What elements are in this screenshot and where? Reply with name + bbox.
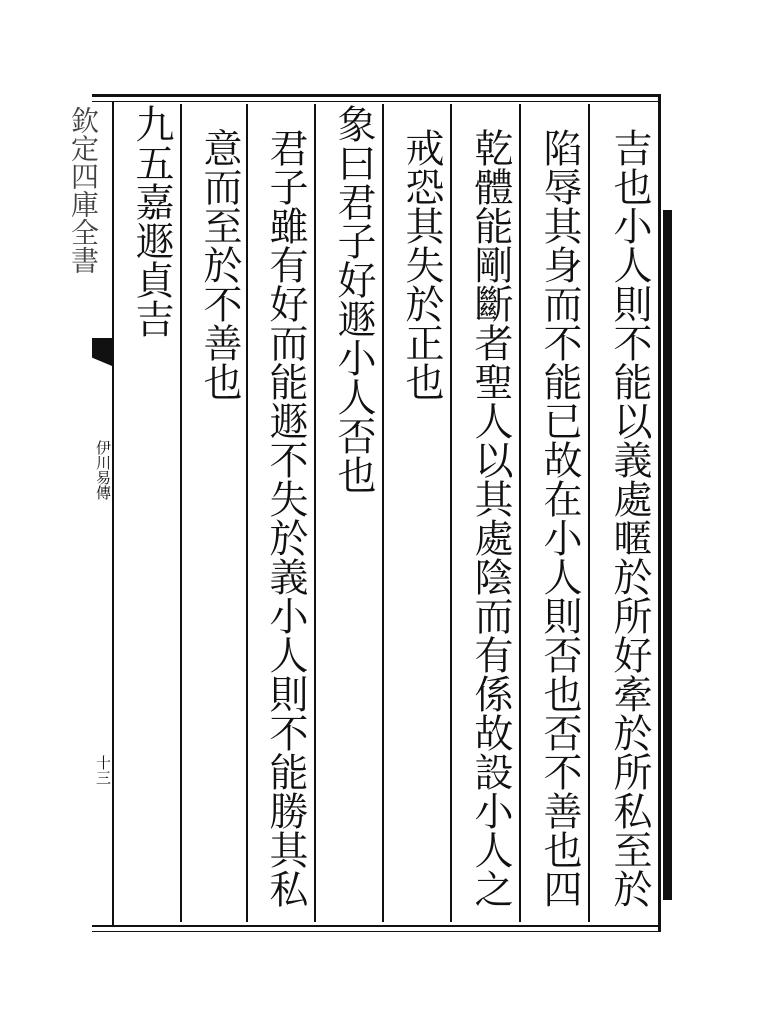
column-divider bbox=[382, 104, 384, 922]
text-column-3: 乾體能剛斷者聖人以其處陰而有係故設小人之 bbox=[468, 128, 513, 908]
text-column-4: 戒恐其失於正也 bbox=[399, 128, 444, 401]
right-border-line bbox=[658, 94, 661, 932]
margin-divider-line bbox=[112, 101, 114, 925]
column-divider bbox=[180, 104, 182, 922]
column-divider bbox=[314, 104, 316, 922]
column-divider bbox=[450, 104, 452, 922]
margin-header-title: 欽定四庫全書 bbox=[67, 106, 100, 274]
column-divider bbox=[519, 104, 521, 922]
top-inner-rule bbox=[92, 101, 658, 102]
margin-book-title: 伊川易傳 bbox=[94, 440, 112, 500]
text-column-8: 九五嘉遯貞吉 bbox=[129, 104, 174, 338]
column-divider bbox=[588, 104, 590, 922]
text-column-5: 象曰君子好遯小人否也 bbox=[331, 104, 376, 494]
text-column-1: 吉也小人則不能以義處暱於所好牽於所私至於 bbox=[607, 128, 652, 908]
fishtail-mark bbox=[92, 338, 112, 366]
top-border-rule bbox=[92, 94, 658, 97]
bottom-border-rule bbox=[92, 925, 658, 927]
binding-edge bbox=[663, 210, 672, 900]
text-column-7: 意而至於不善也 bbox=[197, 128, 242, 401]
text-column-2: 陷辱其身而不能已故在小人則否也否不善也四 bbox=[537, 128, 582, 908]
text-column-6: 君子雖有好而能遯不失於義小人則不能勝其私 bbox=[263, 128, 308, 908]
bottom-inner-rule bbox=[92, 931, 658, 932]
margin-page-number: 十三 bbox=[94, 755, 112, 785]
column-divider bbox=[246, 104, 248, 922]
